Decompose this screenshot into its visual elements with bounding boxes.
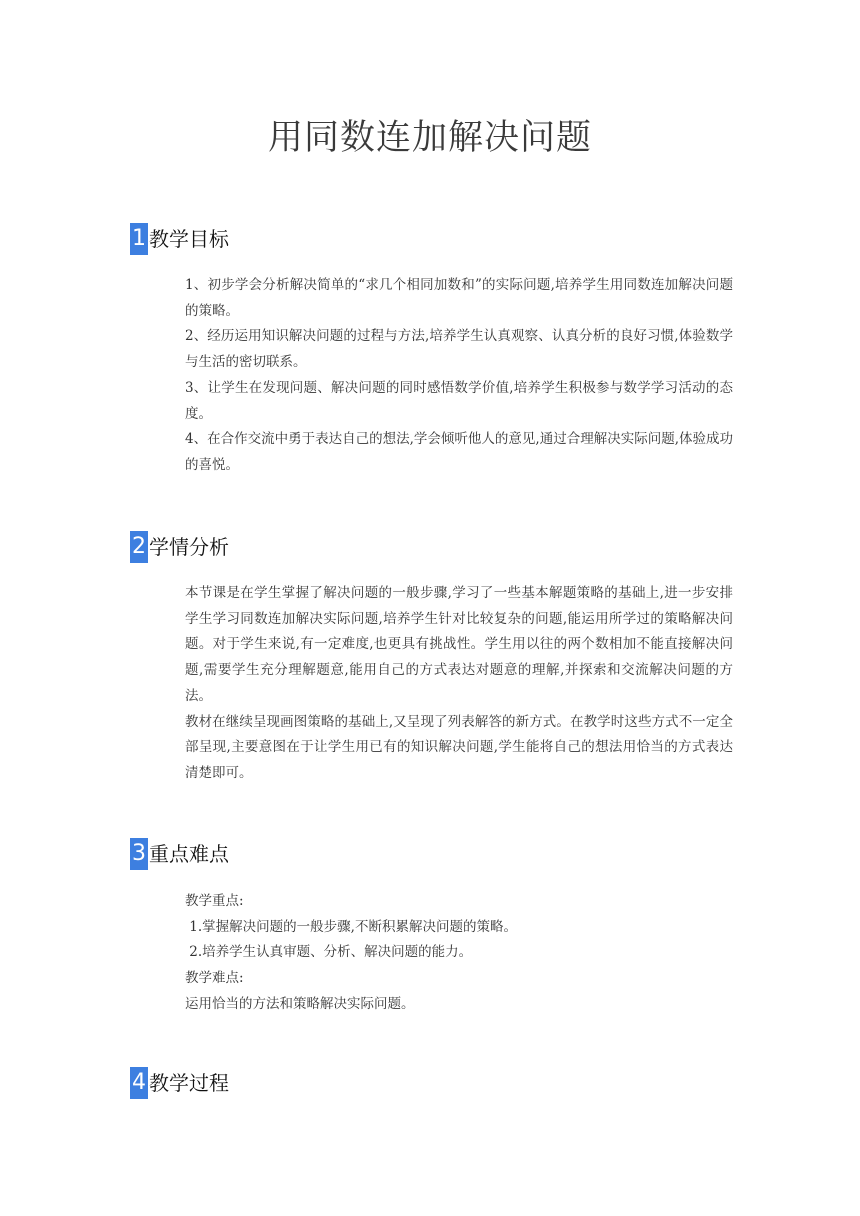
section-title: 教学过程	[149, 1071, 229, 1095]
section-heading-key-points	[130, 838, 229, 870]
section-number-badge: 2	[130, 531, 148, 563]
paragraph: 1、初步学会分析解决简单的“求几个相同加数和”的实际问题,培养学生用同数连加解决问题的策略。	[185, 277, 733, 319]
paragraph: 2、经历运用知识解决问题的过程与方法,培养学生认真观察、认真分析的良好习惯,体验数学与生活的密切联系。	[185, 328, 733, 371]
section-number-badge: 4	[130, 1067, 148, 1099]
text-line: 教学难点:	[185, 970, 244, 987]
text-line: 1.掌握解决问题的一般步骤,不断积累解决问题的策略。	[185, 918, 517, 935]
section-title: 重点难点	[149, 842, 229, 866]
section-heading-objectives	[130, 223, 229, 255]
section-number-badge: 1	[130, 223, 148, 255]
section-number-badge: 3	[130, 838, 148, 870]
paragraph: 4、在合作交流中勇于表达自己的想法,学会倾听他人的意见,通过合理解决实际问题,体验成功的喜悦。	[185, 431, 733, 473]
section-heading-process	[130, 1067, 229, 1099]
section-body-objectives	[185, 273, 733, 479]
section-title: 学情分析	[149, 535, 229, 559]
text-line: 教学重点:	[185, 893, 244, 909]
section-body-analysis	[185, 581, 733, 787]
text-line: 运用恰当的方法和策略解决实际问题。	[185, 995, 415, 1012]
section-heading-analysis	[130, 531, 229, 563]
paragraph: 教材在继续呈现画图策略的基础上,又呈现了列表解答的新方式。在教学时这些方式不一定全部呈现,主要意图在于让学生用已有的知识解决问题,学生能将自己的想法用恰当的方式表达清楚即可。	[185, 713, 733, 781]
section-body-key-points	[185, 889, 733, 1018]
section-title: 教学目标	[149, 227, 229, 251]
text-line: 2.培养学生认真审题、分析、解决问题的能力。	[185, 944, 473, 961]
paragraph: 本节课是在学生掌握了解决问题的一般步骤,学习了一些基本解题策略的基础上,进一步安排学生学习同数连加解决实际问题,培养学生针对比较复杂的问题,能运用所学过的策略解决问题。对于学生来说,有一定难度,也更具有挑战性。学生用以往的两个数相加不能直接解决问题,需要学生充分理解题意,能用自己的方式表达对题意的理解,并探索和交流解决问题的方法。	[185, 585, 733, 704]
paragraph: 3、让学生在发现问题、解决问题的同时感悟数学价值,培养学生积极参与数学学习活动的态度。	[185, 379, 733, 422]
page-title: 用同数连加解决问题	[267, 118, 592, 158]
